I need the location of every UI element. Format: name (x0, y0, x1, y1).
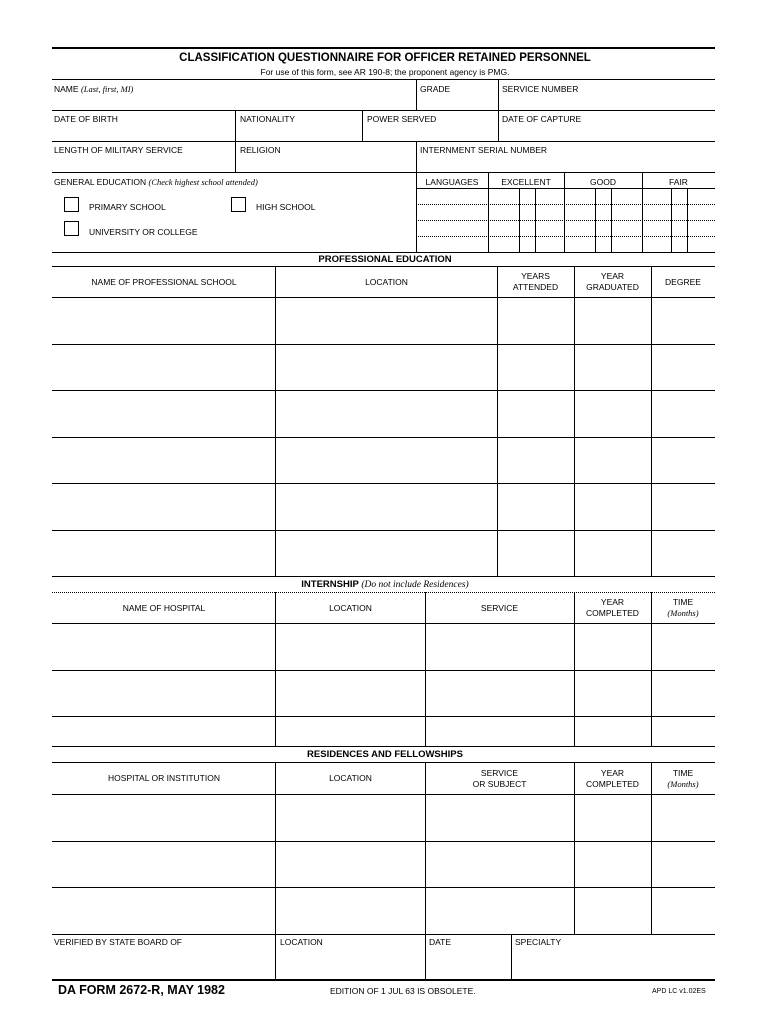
service-header: SERVICE (480, 603, 519, 613)
table-row[interactable] (52, 624, 715, 670)
column-rule (425, 934, 426, 980)
months-header (651, 608, 715, 618)
time-header: TIME (672, 768, 694, 778)
power-served-field[interactable]: POWER SERVED (367, 114, 437, 124)
year-header: YEAR (600, 597, 625, 607)
form-number: DA FORM 2672-R, MAY 1982 (58, 983, 225, 997)
internment-serial-field[interactable]: INTERNMENT SERIAL NUMBER (420, 145, 548, 155)
university-checkbox[interactable] (64, 221, 79, 236)
section-rule (52, 266, 715, 267)
divider (416, 141, 417, 172)
general-education-hint: (Check highest school attended) (148, 177, 258, 187)
divider (416, 79, 417, 110)
general-education-heading (54, 177, 258, 187)
name-label: NAME (54, 84, 79, 94)
section-rule (52, 934, 715, 935)
degree-header: DEGREE (665, 277, 701, 287)
graduated-header: GRADUATED (586, 282, 639, 292)
high-school-label: HIGH SCHOOL (256, 202, 316, 212)
table-row[interactable] (52, 298, 715, 344)
service-number-field[interactable]: SERVICE NUMBER (502, 84, 579, 94)
residences-title: RESIDENCES AND FELLOWSHIPS (307, 749, 463, 760)
excellent-check-column[interactable] (519, 188, 536, 252)
fair-check-column[interactable] (671, 188, 688, 252)
column-rule (511, 934, 512, 980)
header-rule (52, 79, 715, 80)
divider (235, 110, 236, 141)
version-label: APD LC v1.02ES (652, 988, 706, 995)
general-education-label: GENERAL EDUCATION (54, 177, 147, 187)
completed-header: COMPLETED (586, 608, 639, 618)
divider (498, 79, 499, 110)
good-header: GOOD (590, 177, 616, 187)
service-header: SERVICE (480, 768, 519, 778)
location-header: LOCATION (365, 277, 408, 287)
institution-header: HOSPITAL OR INSTITUTION (108, 773, 220, 783)
primary-school-label: PRIMARY SCHOOL (89, 202, 166, 212)
high-school-checkbox[interactable] (231, 197, 246, 212)
table-row[interactable] (52, 671, 715, 716)
primary-school-checkbox[interactable] (64, 197, 79, 212)
section-rule (52, 746, 715, 747)
form-subtitle: For use of this form, see AR 190-8; the proponent agency is PMG. (260, 67, 510, 77)
divider (235, 141, 236, 172)
excellent-header: EXCELLENT (501, 177, 551, 187)
table-row[interactable] (52, 438, 715, 483)
row-rule (52, 172, 715, 173)
internship-title-text: INTERNSHIP (301, 579, 359, 590)
nationality-field[interactable]: NATIONALITY (240, 114, 296, 124)
table-row[interactable] (52, 717, 715, 746)
verification-date-field[interactable]: DATE (429, 937, 452, 947)
form-title: CLASSIFICATION QUESTIONNAIRE FOR OFFICER RETAINED PERSONNEL (179, 52, 591, 64)
internship-note: (Do not include Residences) (361, 580, 469, 590)
section-rule (52, 252, 715, 253)
table-row[interactable] (52, 842, 715, 887)
specialty-field[interactable]: SPECIALTY (515, 937, 562, 947)
professional-school-header: NAME OF PROFESSIONAL SCHOOL (91, 277, 237, 287)
university-label: UNIVERSITY OR COLLEGE (89, 227, 198, 237)
fair-header: FAIR (669, 177, 688, 187)
year-header: YEAR (600, 271, 625, 281)
top-rule (52, 47, 715, 49)
name-hint: (Last, first, MI) (80, 84, 134, 94)
time-header: TIME (672, 597, 694, 607)
row-rule (52, 110, 715, 111)
professional-education-title: PROFESSIONAL EDUCATION (318, 254, 452, 265)
name-field[interactable] (54, 84, 133, 94)
table-row[interactable] (52, 795, 715, 841)
row-rule (52, 141, 715, 142)
table-row[interactable] (52, 531, 715, 576)
edition-note: EDITION OF 1 JUL 63 IS OBSOLETE. (330, 986, 476, 996)
divider (362, 110, 363, 141)
table-row[interactable] (52, 391, 715, 437)
bottom-rule (52, 979, 715, 981)
hospital-name-header: NAME OF HOSPITAL (122, 603, 206, 613)
grade-field[interactable]: GRADE (420, 84, 451, 94)
section-rule (52, 592, 715, 593)
table-row[interactable] (52, 888, 715, 934)
languages-header: LANGUAGES (425, 177, 479, 187)
section-rule (52, 576, 715, 577)
months-text: (Months) (667, 608, 699, 618)
date-of-capture-field[interactable]: DATE OF CAPTURE (502, 114, 582, 124)
table-row[interactable] (52, 484, 715, 530)
months-text: (Months) (667, 779, 699, 789)
date-of-birth-field[interactable]: DATE OF BIRTH (54, 114, 118, 124)
location-header: LOCATION (329, 773, 372, 783)
length-of-service-field[interactable]: LENGTH OF MILITARY SERVICE (54, 145, 183, 155)
good-check-column[interactable] (595, 188, 612, 252)
section-rule (52, 762, 715, 763)
table-row[interactable] (52, 345, 715, 390)
attended-header: ATTENDED (512, 282, 559, 292)
years-header: YEARS (521, 271, 550, 281)
internship-title (0, 579, 770, 590)
months-header (651, 779, 715, 789)
year-header: YEAR (600, 768, 625, 778)
verified-by-field[interactable]: VERIFIED BY STATE BOARD OF (54, 937, 182, 947)
or-subject-header: OR SUBJECT (472, 779, 527, 789)
completed-header: COMPLETED (586, 779, 639, 789)
divider (498, 110, 499, 141)
location-header: LOCATION (329, 603, 372, 613)
verification-location-field[interactable]: LOCATION (280, 937, 323, 947)
column-rule (275, 934, 276, 980)
religion-field[interactable]: RELIGION (240, 145, 281, 155)
